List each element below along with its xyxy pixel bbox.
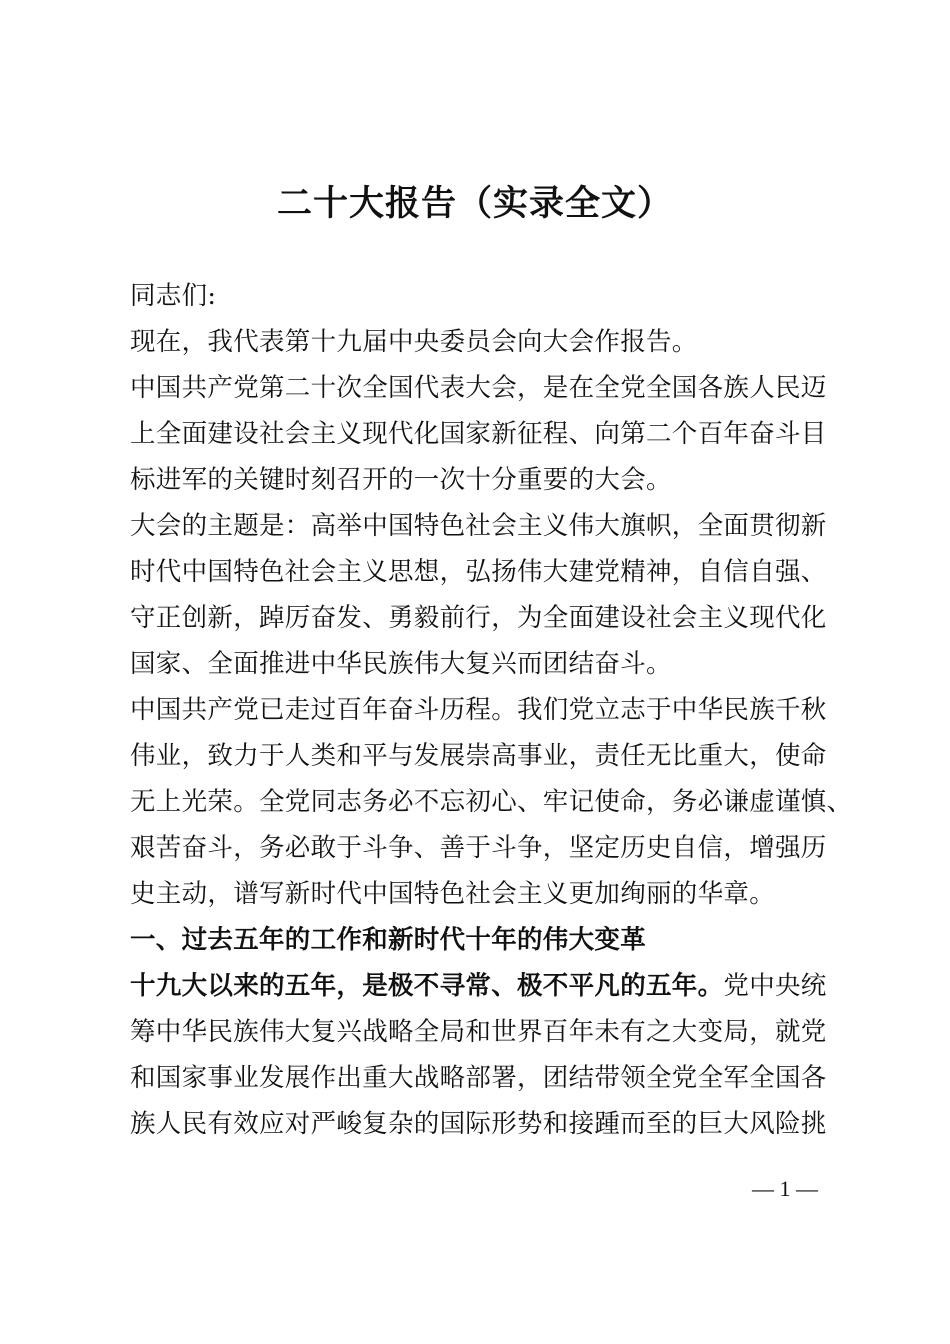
- paragraph-line: [130, 503, 840, 549]
- document-body: [130, 273, 853, 1147]
- paragraph-line: [130, 595, 840, 641]
- paragraph-line: [130, 825, 840, 871]
- page-number: — 1 —: [752, 1176, 818, 1201]
- bold-text: 一、过去五年的工作和新时代十年的伟大变革: [130, 925, 647, 955]
- paragraph-line: [130, 871, 840, 917]
- line-text: 国家、全面推进中华民族伟大复兴而团结奋斗。: [130, 649, 672, 679]
- paragraph-line: [130, 641, 840, 687]
- paragraph-line: [130, 457, 840, 503]
- line-text: 伟业，致力于人类和平与发展崇高事业，责任无比重大，使命: [130, 741, 827, 771]
- line-text: 族人民有效应对严峻复杂的国际形势和接踵而至的巨大风险挑: [130, 1109, 827, 1139]
- paragraph-line: [130, 319, 840, 365]
- line-text: 中国共产党已走过百年奋斗历程。我们党立志于中华民族千秋: [130, 695, 827, 725]
- line-text: 中国共产党第二十次全国代表大会，是在全党全国各族人民迈: [130, 373, 827, 403]
- line-text: 同志们:: [130, 281, 217, 311]
- paragraph-line: [130, 963, 840, 1009]
- paragraph-line: [130, 549, 840, 595]
- line-text: 党中央统: [723, 971, 827, 1001]
- line-text: 上全面建设社会主义现代化国家新征程、向第二个百年奋斗目: [130, 419, 827, 449]
- line-text: 标进军的关键时刻召开的一次十分重要的大会。: [130, 465, 672, 495]
- line-text: 筹中华民族伟大复兴战略全局和世界百年未有之大变局，就党: [130, 1017, 827, 1047]
- paragraph-line: [130, 687, 840, 733]
- line-text: 现在，我代表第十九届中央委员会向大会作报告。: [130, 327, 698, 357]
- paragraph-line: [130, 779, 853, 825]
- bold-text: 十九大以来的五年，是极不寻常、极不平凡的五年。: [130, 971, 724, 1001]
- paragraph-line: [130, 1101, 840, 1147]
- line-text: 无上光荣。全党同志务必不忘初心、牢记使命，务必谦虚谨慎、: [130, 787, 853, 817]
- paragraph-line: [130, 411, 840, 457]
- paragraph-line: [130, 1009, 840, 1055]
- section-heading: [130, 917, 840, 963]
- paragraph-line: [130, 733, 840, 779]
- line-text: 大会的主题是：高举中国特色社会主义伟大旗帜，全面贯彻新: [130, 511, 827, 541]
- line-text: 守正创新，踔厉奋发、勇毅前行，为全面建设社会主义现代化: [130, 603, 827, 633]
- document-title: 二十大报告（实录全文）: [276, 183, 673, 224]
- line-text: 时代中国特色社会主义思想，弘扬伟大建党精神，自信自强、: [130, 557, 827, 587]
- line-text: 和国家事业发展作出重大战略部署，团结带领全党全军全国各: [130, 1063, 827, 1093]
- line-text: 史主动，谱写新时代中国特色社会主义更加绚丽的华章。: [130, 879, 776, 909]
- paragraph-line: [130, 365, 840, 411]
- paragraph-line: [130, 273, 840, 319]
- line-text: 艰苦奋斗，务必敢于斗争、善于斗争，坚定历史自信，增强历: [130, 833, 827, 863]
- paragraph-line: [130, 1055, 840, 1101]
